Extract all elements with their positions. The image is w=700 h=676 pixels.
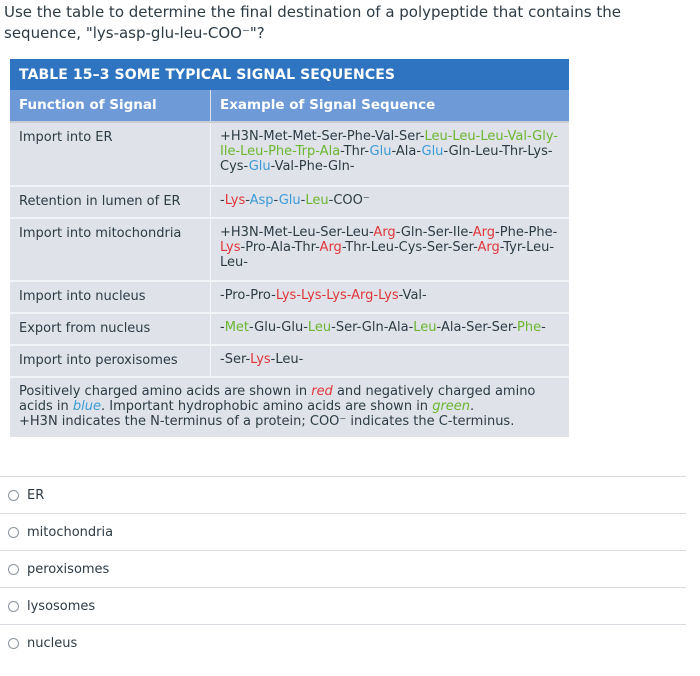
table-row	[10, 123, 569, 187]
sequence-segment: Leu	[307, 320, 332, 335]
table-row	[10, 187, 569, 219]
radio-icon[interactable]	[8, 490, 19, 501]
radio-icon[interactable]	[8, 601, 19, 612]
radio-icon[interactable]	[8, 527, 19, 538]
note-text: and negatively charged amino acids in	[19, 384, 536, 414]
option-nucleus[interactable]	[0, 624, 686, 661]
option-lysosomes[interactable]	[0, 587, 686, 624]
header-example: Example of Signal Sequence	[220, 97, 436, 113]
option-label[interactable]: peroxisomes	[27, 561, 110, 577]
table-header	[10, 90, 569, 123]
sequence-segment: Asp	[249, 193, 274, 208]
table-row	[10, 314, 569, 346]
option-label[interactable]: mitochondria	[27, 524, 114, 540]
sequence-segment: -	[245, 193, 250, 208]
sequence-segment: -Ala-	[391, 144, 422, 159]
sequence-segment: -	[220, 320, 225, 335]
note-green-word: green	[432, 399, 471, 414]
header-function: Function of Signal	[10, 90, 211, 121]
row-sequence	[211, 282, 569, 312]
answer-options	[0, 476, 686, 661]
sequence-segment: -Ser-	[220, 352, 251, 367]
sequence-segment: -Ala-Ser-Ser-	[436, 320, 518, 335]
table-row	[10, 346, 569, 378]
sequence-segment: -Leu-	[270, 352, 304, 367]
row-function: Import into peroxisomes	[10, 346, 211, 376]
sequence-segment: Glu	[421, 144, 444, 159]
sequence-segment: -Val-	[398, 288, 427, 303]
sequence-segment: -	[220, 193, 225, 208]
option-er[interactable]	[0, 476, 686, 513]
sequence-segment: Glu	[248, 159, 271, 174]
note-text: Positively charged amino acids are shown in	[19, 384, 312, 399]
sequence-segment: +H3N-Met-Met-Ser-Phe-Val-Ser-	[220, 129, 425, 144]
radio-icon[interactable]	[8, 638, 19, 649]
signal-sequence-table	[10, 59, 569, 437]
sequence-segment: Arg	[373, 225, 396, 240]
option-mitochondria[interactable]	[0, 513, 686, 550]
sequence-segment: Leu	[305, 193, 329, 208]
note-blue-word: blue	[72, 399, 101, 414]
sequence-segment: Glu	[278, 193, 301, 208]
sequence-segment: -Phe-Phe-	[495, 225, 558, 240]
sequence-segment: Leu	[413, 320, 437, 335]
row-sequence	[211, 314, 569, 344]
row-function: Export from nucleus	[10, 314, 211, 344]
row-function: Retention in lumen of ER	[10, 187, 211, 217]
question-text: Use the table to determine the final destination of a polypeptide that contains the sequence, "lys-asp-glu-leu-COO⁻"?	[4, 3, 621, 42]
sequence-segment: -Glu-Glu-	[249, 320, 308, 335]
row-sequence	[211, 123, 569, 185]
sequence-segment: -	[541, 320, 546, 335]
table-title: TABLE 15–3 SOME TYPICAL SIGNAL SEQUENCES	[10, 59, 569, 90]
sequence-segment: Met	[224, 320, 250, 335]
sequence-segment: -COO⁻	[328, 193, 370, 208]
row-sequence	[211, 187, 569, 217]
sequence-segment: Phe	[517, 320, 542, 335]
sequence-segment: -Gln-Leu-Thr-Lys-Cys-	[220, 144, 553, 174]
sequence-segment: -Ser-Gln-Ala-	[331, 320, 414, 335]
option-label[interactable]: ER	[27, 487, 45, 503]
row-function: Import into nucleus	[10, 282, 211, 312]
note-text: . Important hydrophobic amino acids are shown in	[100, 399, 433, 414]
sequence-segment: Lys	[224, 193, 246, 208]
table-footnote	[10, 378, 569, 435]
sequence-segment: -Thr-Leu-Cys-Ser-Ser-	[341, 240, 478, 255]
sequence-segment: Lys-Lys-Lys-Arg-Lys	[275, 288, 399, 303]
note-terminus: +H3N indicates the N-terminus of a protein; COO⁻ indicates the C-terminus.	[19, 414, 515, 429]
sequence-segment: Arg	[477, 240, 500, 255]
option-label[interactable]: nucleus	[27, 635, 78, 651]
option-peroxisomes[interactable]	[0, 550, 686, 587]
option-label[interactable]: lysosomes	[27, 598, 96, 614]
sequence-segment: -Pro-Ala-Thr-	[240, 240, 320, 255]
table-row	[10, 219, 569, 282]
sequence-segment: Glu	[369, 144, 392, 159]
sequence-segment: Arg	[319, 240, 342, 255]
sequence-segment: Leu-Leu-Leu-Val-Gly-Ile-Leu-Phe-Trp-Ala	[220, 129, 558, 159]
row-function: Import into mitochondria	[10, 219, 211, 280]
sequence-segment: -Val-Phe-Gln-	[270, 159, 355, 174]
note-red-word: red	[311, 384, 333, 399]
sequence-segment: -Gln-Ser-Ile-	[395, 225, 473, 240]
sequence-segment: -	[300, 193, 306, 208]
sequence-segment: -	[273, 193, 279, 208]
row-function: Import into ER	[10, 123, 211, 185]
row-sequence	[211, 219, 569, 280]
sequence-segment: Lys	[250, 352, 271, 367]
sequence-segment: -Thr-	[340, 144, 370, 159]
note-text: .	[470, 399, 475, 414]
table-row	[10, 282, 569, 314]
sequence-segment: +H3N-Met-Leu-Ser-Leu-	[220, 225, 374, 240]
sequence-segment: Lys	[220, 240, 241, 255]
sequence-segment: Arg	[472, 225, 496, 240]
row-sequence	[211, 346, 569, 376]
radio-icon[interactable]	[8, 564, 19, 575]
sequence-segment: -Tyr-Leu-Leu-	[220, 240, 555, 270]
sequence-segment: -Pro-Pro-	[220, 288, 276, 303]
